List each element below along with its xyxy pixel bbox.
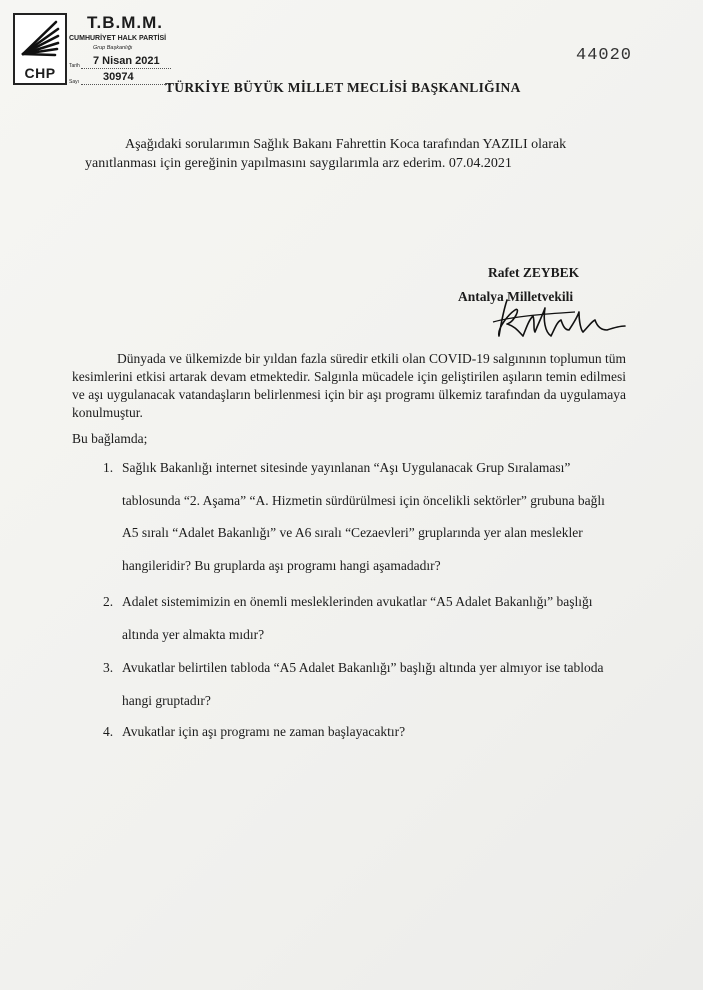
intro-paragraph — [85, 135, 615, 173]
date-label: Tarih — [69, 63, 80, 69]
chp-logo — [13, 13, 67, 85]
signatory-title: Antalya Milletvekili — [458, 289, 574, 304]
question-text: Avukatlar belirtilen tabloda “A5 Adalet Bakanlığı” başlığı altında yer almıyor ise tabloda hangi gruptadır? — [122, 660, 604, 708]
question-number: 1. — [103, 460, 114, 475]
page-title: TÜRKİYE BÜYÜK MİLLET MECLİSİ BAŞKANLIĞINA — [165, 80, 521, 95]
body-paragraph — [72, 350, 626, 422]
body-text: Dünyada ve ülkemizde bir yıldan fazla süredir etkili olan COVID-19 salgınının toplumun tüm kesimlerini etkisi artarak devam etmektedir. Salgınla mücadele için geliştirilen aşıların temin edilmesi ve aşı uygulanacak vatandaşların belirlenmesi için bir aşı programı ülkemiz tarafından da uygulamaya konulmuştur. — [72, 351, 626, 420]
party-name: CUMHURİYET HALK PARTİSİ — [69, 35, 167, 42]
question-item — [103, 652, 623, 717]
assembly-name: T.B.M.M. — [87, 13, 163, 32]
intro-line: Aşağıdaki sorularımın Sağlık Bakanı Fahrettin Koca tarafından YAZILI olarak — [125, 137, 567, 152]
six-arrows-icon — [18, 18, 60, 58]
signatory-name: Rafet ZEYBEK — [488, 265, 580, 280]
unit-name: Grup Başkanlığı — [93, 45, 133, 51]
number-label: Sayı — [69, 79, 80, 85]
party-stamp — [13, 13, 167, 87]
question-number: 3. — [103, 660, 114, 675]
question-number: 2. — [103, 594, 114, 609]
intro-line: yanıtlanması için gereğinin yapılmasını saygılarımla arz ederim. 07.04.2021 — [85, 156, 512, 171]
lead-text: Bu bağlamda; — [72, 431, 148, 446]
document-number: 44020 — [576, 46, 633, 65]
question-item — [103, 586, 623, 651]
question-text: Sağlık Bakanlığı internet sitesinde yayınlanan “Aşı Uygulanacak Grup Sıralaması” tablosunda “2. Aşama” “A. Hizmetin sürdürülmesi için öncelikli sektörler” grubuna bağlı A5 sıralı “Adalet Bakanlığı” ve A6 sıralı “Cezaevleri” gruplarında yer alan meslekler hangileridir? Bu gruplarda aşı programı hangi aşamadadır? — [122, 460, 605, 573]
date-underline — [81, 68, 171, 69]
question-text: Avukatlar için aşı programı ne zaman başlayacaktır? — [122, 724, 406, 739]
number-value: 30974 — [103, 71, 134, 83]
question-text: Adalet sistemimizin en önemli mesleklerinden avukatlar “A5 Adalet Bakanlığı” başlığı altında yer almakta mıdır? — [122, 594, 593, 642]
date-value: 7 Nisan 2021 — [93, 55, 160, 67]
handwritten-signature — [485, 292, 630, 344]
question-item — [103, 716, 623, 749]
logo-text: CHP — [24, 65, 56, 81]
number-underline — [81, 84, 171, 85]
question-item — [103, 452, 623, 582]
question-number: 4. — [103, 724, 114, 739]
